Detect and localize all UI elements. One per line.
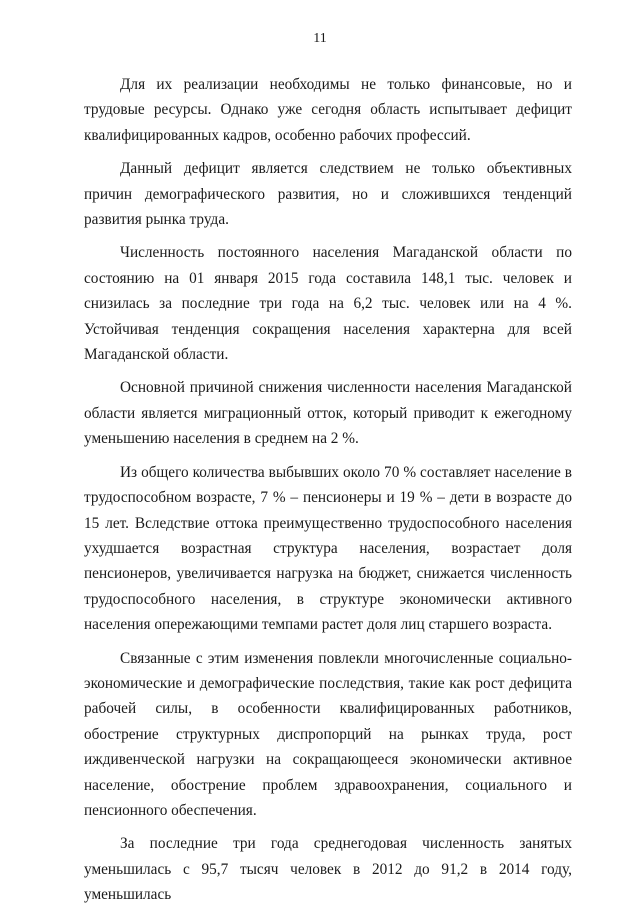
- page-number: 11: [313, 31, 327, 46]
- paragraph-1: Для их реализации необходимы не только финансовые, но и трудовые ресурсы. Однако уже сегодня область испытывает дефицит квалифицированных кадров, особенно рабочих профессий.: [84, 76, 572, 144]
- paragraph-5: Из общего количества выбывших около 70 % составляет население в трудоспособном возрасте, 7 % – пенсионеры и 19 % – дети в возрасте до 15 лет. Вследствие оттока преимущественно трудоспособного населения ухудшается возрастная структура населения, возрастает доля пенсионеров, увеличивается нагрузка на бюджет, снижается численность трудоспособного населения, в структуре экономически активного населения опережающими темпами растет доля лиц старшего возраста.: [84, 463, 572, 634]
- paragraph-4: Основной причиной снижения численности населения Магаданской области является миграционный отток, который приводит к ежегодному уменьшению населения в среднем на 2 %.: [84, 379, 572, 448]
- paragraph-3: Численность постоянного населения Магаданской области по состоянию на 01 января 2015 года составила 148,1 тыс. человек и снизилась за последние три года на 6,2 тыс. человек или на 4 %. Устойчивая тенденция сокращения населения характерна для всей Магаданской области.: [84, 244, 572, 364]
- paragraph-2: Данный дефицит является следствием не только объективных причин демографического развития, но и сложившихся тенденций развития рынка труда.: [84, 160, 572, 229]
- paragraph-6: Связанные с этим изменения повлекли многочисленные социально-экономические и демографические последствия, такие как рост дефицита рабочей силы, в особенности квалифицированных работников, обострение структурных диспропорций на рынках труда, рост иждивенческой нагрузки на сокращающееся экономически активное население, обострение проблем здравоохранения, социального и пенсионного обеспечения.: [84, 649, 572, 819]
- paragraph-7: За последние три года среднегодовая численность занятых уменьшилась с 95,7 тысяч человек в 2012 до 91,2 в 2014 году, уменьшилась: [84, 835, 572, 904]
- body-text: [84, 72, 572, 916]
